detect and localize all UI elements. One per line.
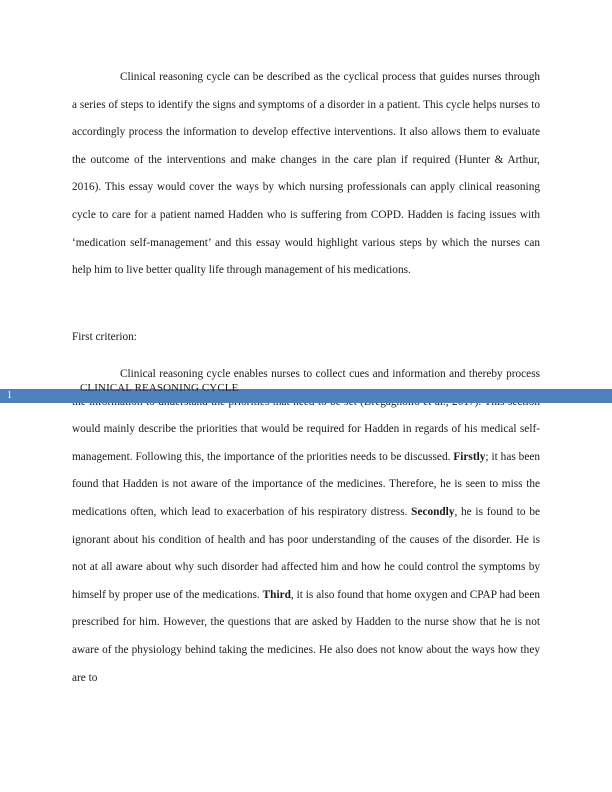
- third-label: Third: [262, 588, 291, 601]
- criterion-text-3: , he is found to be ignorant about his condition of health and has poor understanding of the causes of the disorder. He is not at all aware about why such disorder had affected him and how he could control the symptoms by himself by proper use of the medications.: [72, 505, 540, 601]
- criterion-text-4: , it is also found that home oxygen and CPAP had been prescribed for him. However, the questions that are asked by Hadden to the nurse show that he is not aware of the physiology behind taking the medicines. He also does not know about the ways how they are to: [72, 588, 540, 684]
- running-head: CLINICAL REASONING CYCLE: [80, 382, 239, 394]
- intro-paragraph: Clinical reasoning cycle can be described as the cyclical process that guides nurses through a series of steps to identify the signs and symptoms of a disorder in a patient. This cycle helps nurses to accordingly process the information to develop effective interventions. It also allows them to evaluate the outcome of the interventions and make changes in the care plan if required (Hunter & Arthur, 2016). This essay would cover the ways by which nursing professionals can apply clinical reasoning cycle to care for a patient named Hadden who is suffering from COPD. Hadden is facing issues with ‘medication self-management’ and this essay would highlight various steps by which the nurses can help him to live better quality life through management of his medications.: [72, 71, 540, 277]
- page-number: 1: [7, 390, 12, 401]
- section-heading: First criterion:: [72, 331, 137, 343]
- firstly-label: Firstly: [453, 450, 486, 463]
- criterion-text-2: ; it has been found that Hadden is not aware of the importance of the medicines. Therefore, he is seen to miss the medications often, which lead to exacerbation of his respiratory distress.: [72, 450, 541, 518]
- criterion-text-1: Clinical reasoning cycle enables nurses to collect cues and information and thereby process would mainly describe the priorities that would be required for Hadden in regards of his medical self-management. Following this, the importance of the priorities needs to be discussed.: [72, 368, 540, 463]
- secondly-label: Secondly: [411, 505, 455, 518]
- criterion-paragraph: [72, 361, 540, 692]
